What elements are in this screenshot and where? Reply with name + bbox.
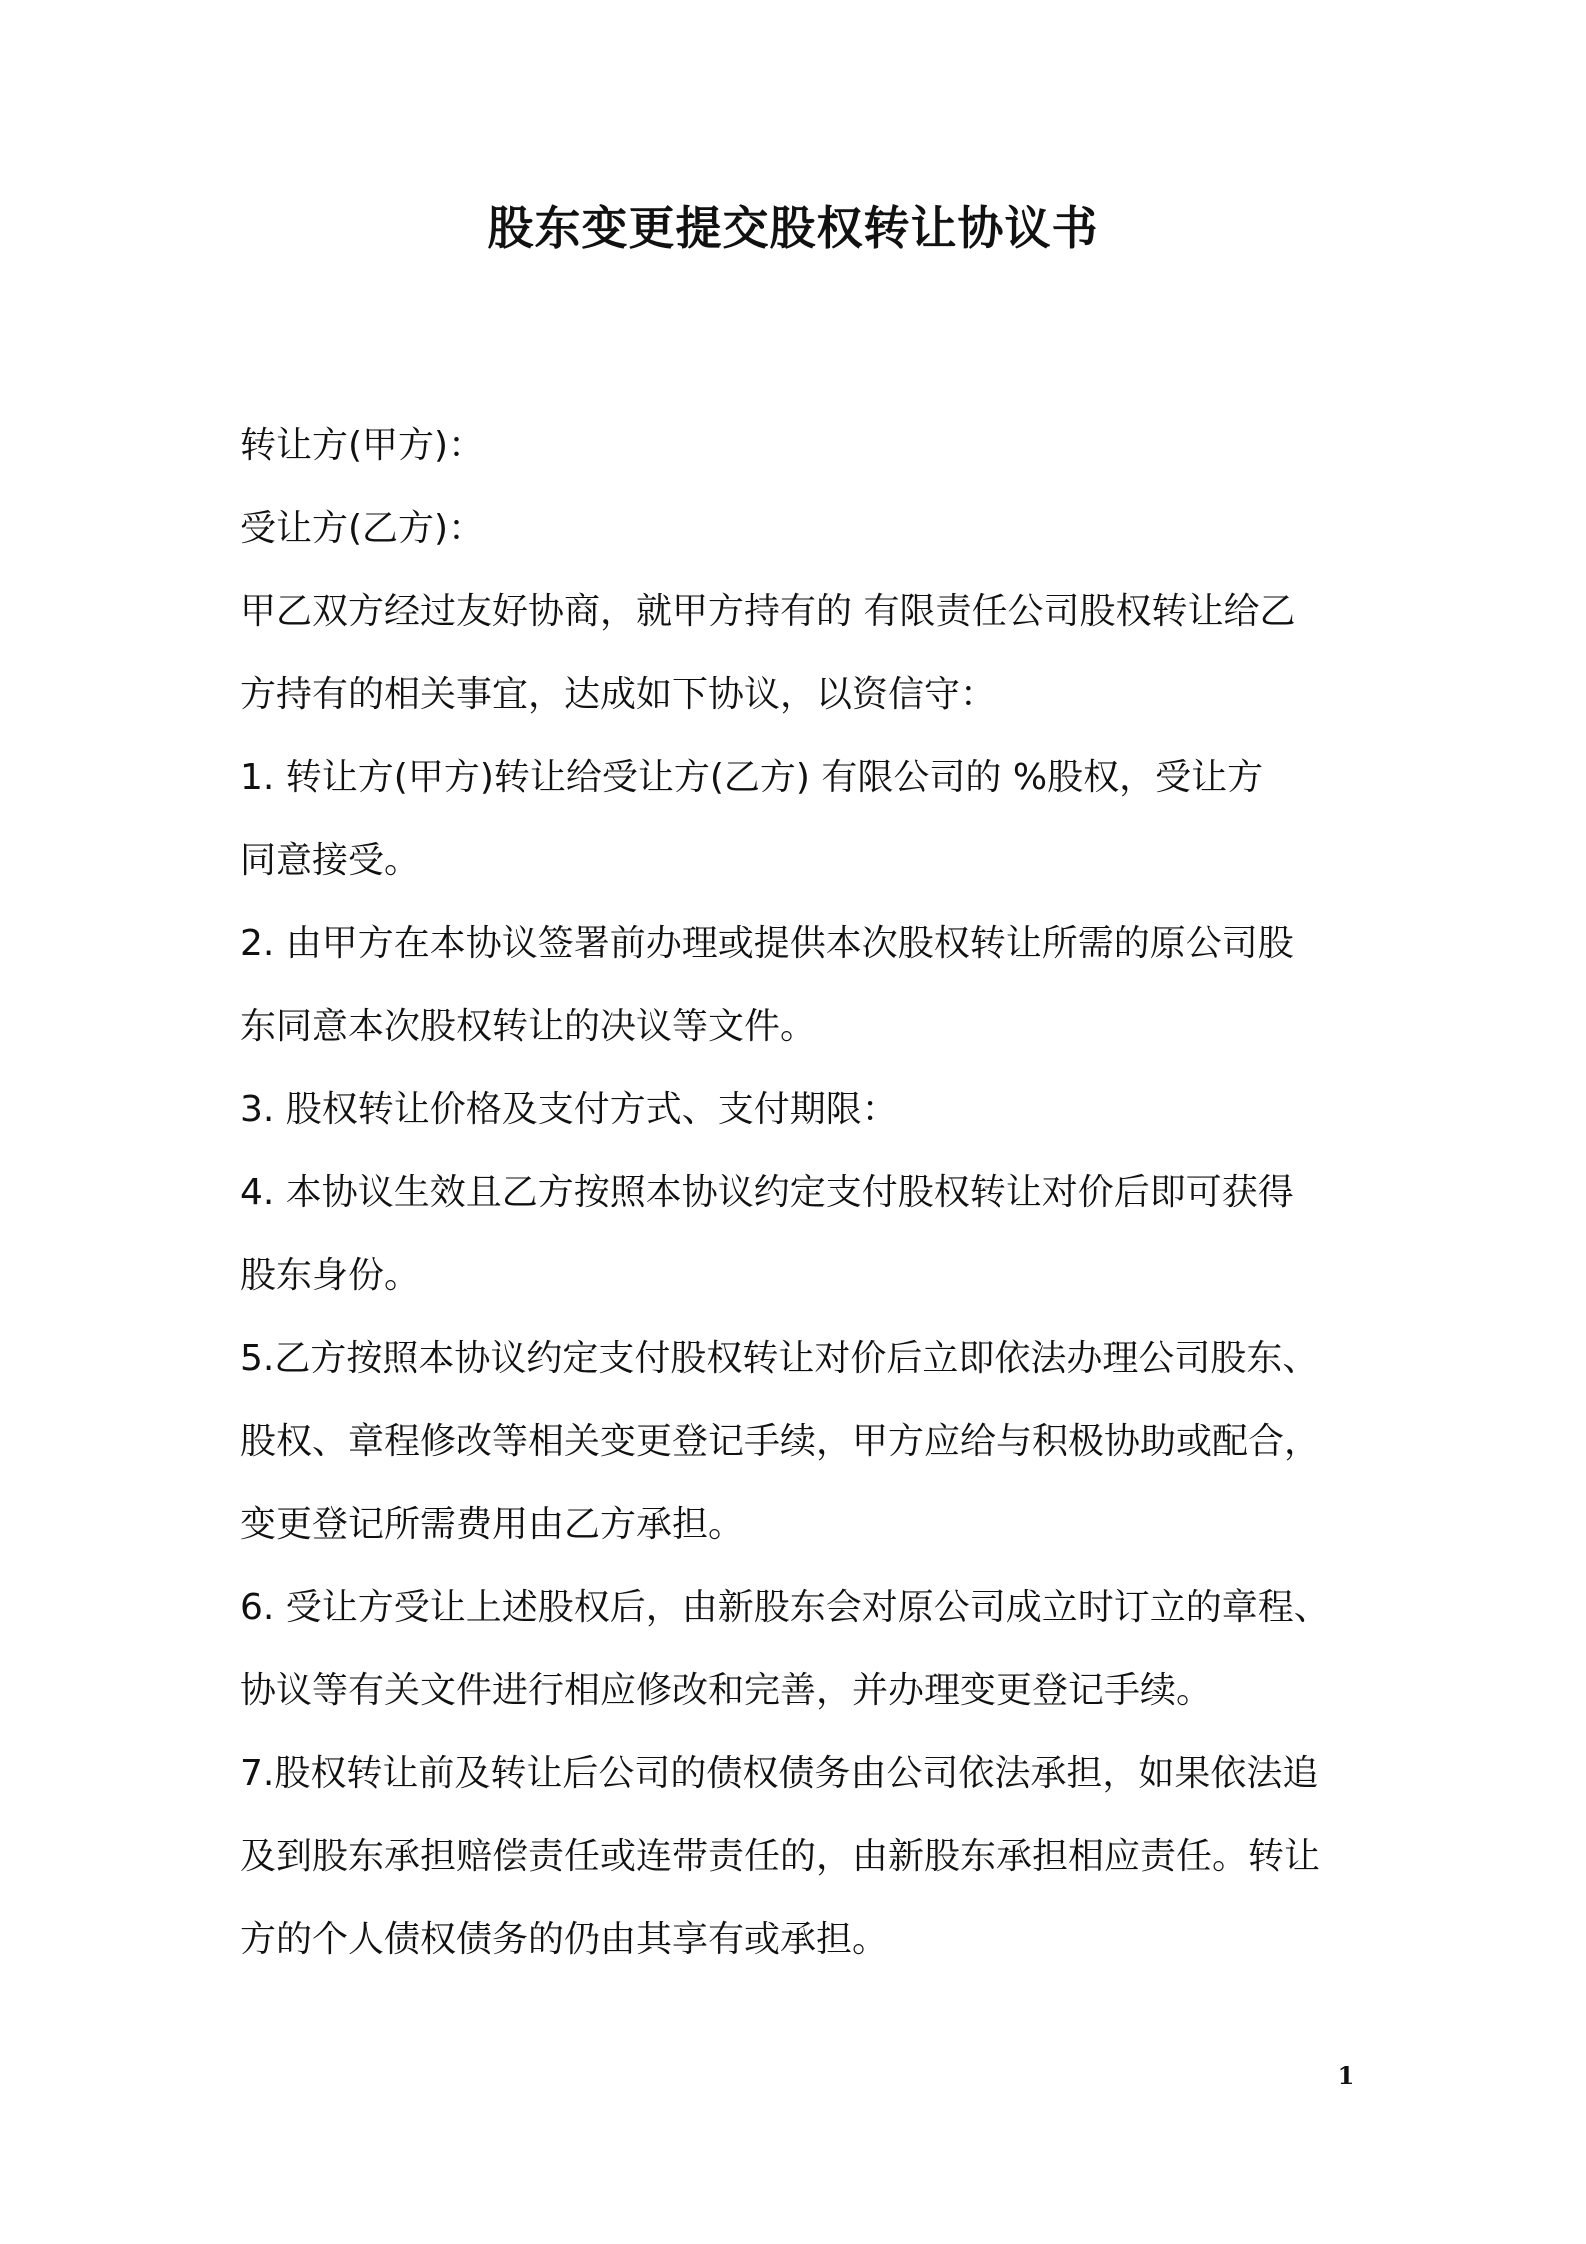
document-title: 股东变更提交股权转让协议书: [487, 201, 1099, 255]
clause-7-line-1: 7.股权转让前及转让后公司的债权债务由公司依法承担，如果依法追: [240, 1753, 1319, 1794]
clause-7-line-3: 方的个人债权债务的仍由其享有或承担。: [240, 1919, 889, 1960]
clause-3-line-1: 3. 股权转让价格及支付方式、支付期限：: [240, 1089, 898, 1130]
document-body: [240, 404, 1350, 1981]
clause-1-line-2: 同意接受。: [240, 840, 421, 881]
clause-5-line-2: 股权、章程修改等相关变更登记手续，甲方应给与积极协助或配合，: [240, 1421, 1321, 1462]
clause-5-line-3: 变更登记所需费用由乙方承担。: [240, 1504, 745, 1545]
clause-4-line-1: 4. 本协议生效且乙方按照本协议约定支付股权转让对价后即可获得: [240, 1172, 1294, 1213]
clause-2-line-1: 2. 由甲方在本协议签署前办理或提供本次股权转让所需的原公司股: [240, 923, 1294, 964]
clause-5-line-1: 5.乙方按照本协议约定支付股权转让对价后立即依法办理公司股东、: [240, 1338, 1319, 1379]
clause-4-line-2: 股东身份。: [240, 1255, 421, 1296]
preamble-line-1: 甲乙双方经过友好协商，就甲方持有的 有限责任公司股权转让给乙: [240, 591, 1296, 632]
clause-6-line-1: 6. 受让方受让上述股权后，由新股东会对原公司成立时订立的章程、: [240, 1587, 1330, 1628]
clause-6-line-2: 协议等有关文件进行相应修改和完善，并办理变更登记手续。: [240, 1670, 1213, 1711]
party-b-line: 受让方(乙方)：: [240, 508, 485, 549]
page-number: 1: [1337, 2061, 1355, 2090]
clause-7-line-2: 及到股东承担赔偿责任或连带责任的，由新股东承担相应责任。转让: [240, 1836, 1321, 1877]
clause-1-line-1: 1. 转让方(甲方)转让给受让方(乙方) 有限公司的 %股权，受让方: [240, 757, 1264, 798]
party-a-line: 转让方(甲方)：: [240, 425, 485, 466]
preamble-line-2: 方持有的相关事宜，达成如下协议，以资信守：: [240, 674, 997, 715]
clause-2-line-2: 东同意本次股权转让的决议等文件。: [240, 1006, 817, 1047]
